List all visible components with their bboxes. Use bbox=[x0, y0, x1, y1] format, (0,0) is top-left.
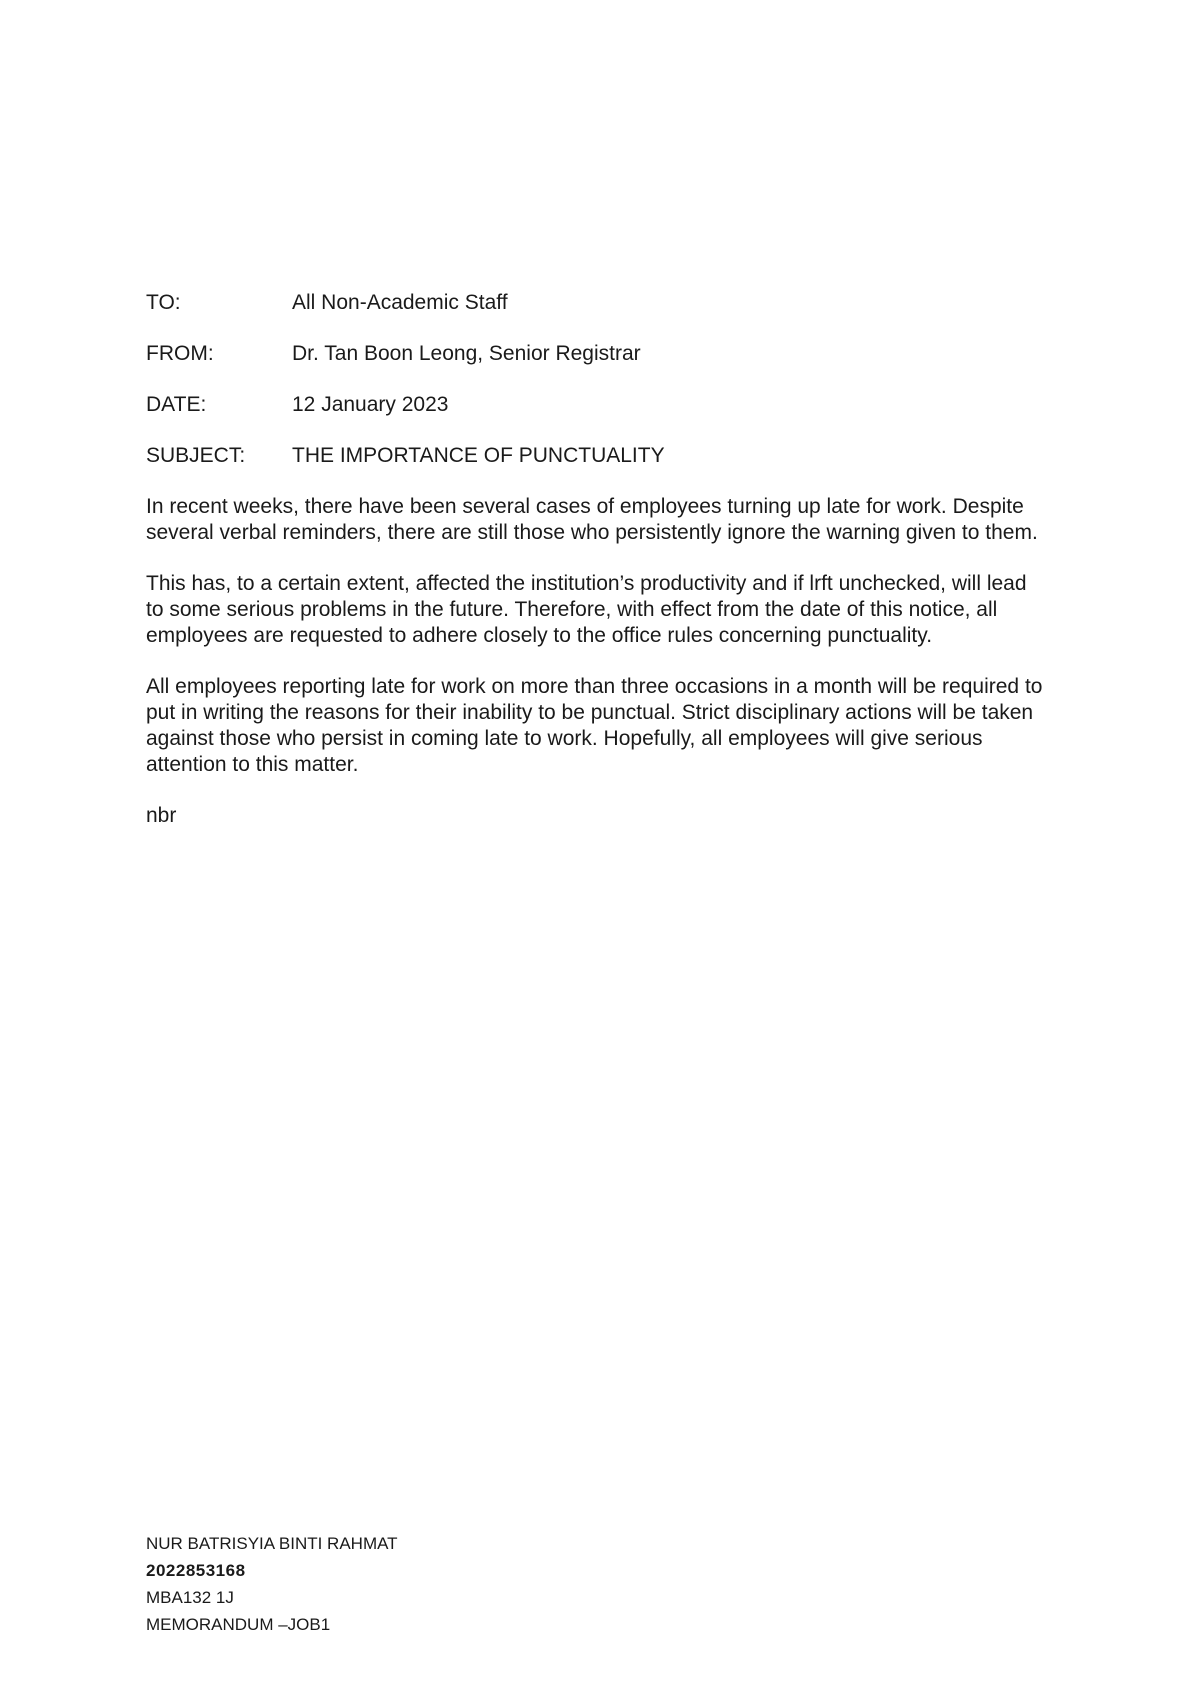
memo-paragraph-1: In recent weeks, there have been several cases of employees turning up late for work. Despite several verbal reminders, there are still those who persistently ignore the warning given to them. bbox=[146, 495, 1038, 544]
student-id: 2022853168 bbox=[146, 1561, 246, 1580]
memo-header-subject bbox=[146, 443, 1046, 469]
reference-initials: nbr bbox=[146, 804, 177, 827]
memo-paragraph-3: All employees reporting late for work on more than three occasions in a month will be required to put in writing the reasons for their inability to be punctual. Strict disciplinary actions will be taken against those who persist in coming late to work. Hopefully, all employees will give serious attention to this matter. bbox=[146, 675, 1043, 776]
subject-value: THE IMPORTANCE OF PUNCTUALITY bbox=[292, 444, 665, 467]
memo-header-date bbox=[146, 392, 1046, 418]
memorandum-body bbox=[146, 290, 1046, 829]
class-code: MBA132 1J bbox=[146, 1588, 234, 1607]
memo-header-from bbox=[146, 341, 1046, 367]
subject-label: SUBJECT: bbox=[146, 444, 246, 467]
date-label: DATE: bbox=[146, 393, 207, 416]
from-label: FROM: bbox=[146, 342, 214, 365]
from-value: Dr. Tan Boon Leong, Senior Registrar bbox=[292, 342, 641, 365]
memo-header-to bbox=[146, 290, 1046, 316]
to-value: All Non-Academic Staff bbox=[292, 291, 508, 314]
student-info-footer bbox=[146, 1530, 398, 1638]
student-name: NUR BATRISYIA BINTI RAHMAT bbox=[146, 1534, 398, 1553]
date-value: 12 January 2023 bbox=[292, 393, 449, 416]
memo-paragraph-2: This has, to a certain extent, affected the institution’s productivity and if lrft unchecked, will lead to some serious problems in the future. Therefore, with effect from the date of this notice, all employees are requested to adhere closely to the office rules concerning punctuality. bbox=[146, 572, 1027, 647]
to-label: TO: bbox=[146, 291, 181, 314]
assignment-title: MEMORANDUM –JOB1 bbox=[146, 1615, 331, 1634]
